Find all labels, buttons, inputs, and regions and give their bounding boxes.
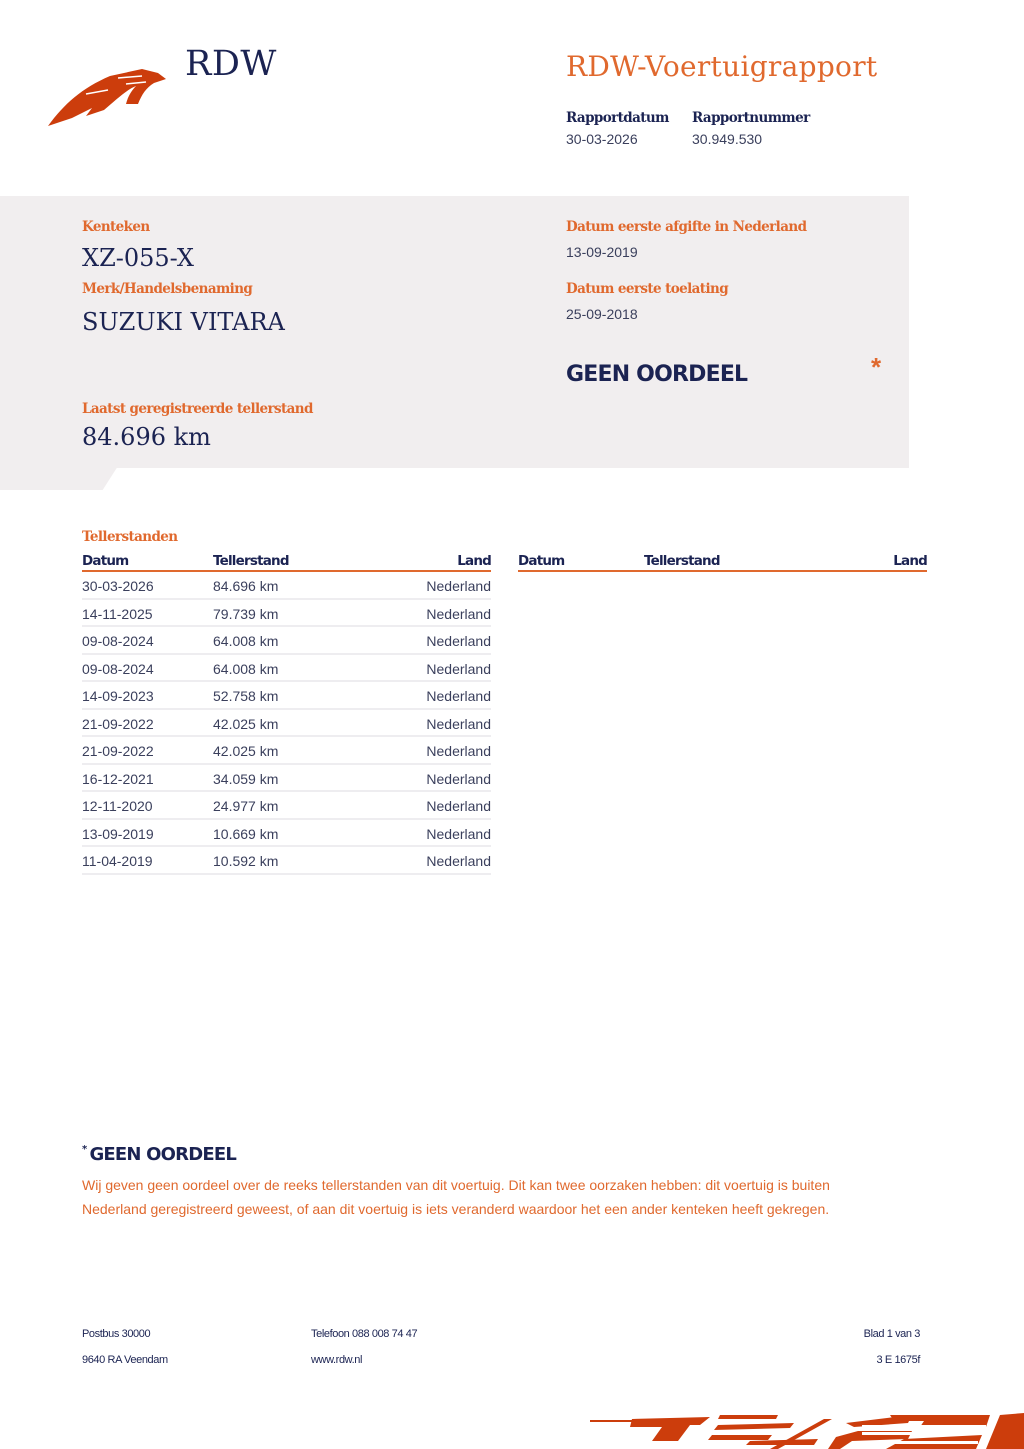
rdw-logo-icon: [46, 64, 168, 130]
cell-tellerstand: 79.739 km: [213, 605, 279, 622]
cell-tellerstand: 10.592 km: [213, 853, 279, 869]
meta-label: Rapportnummer: [692, 110, 810, 126]
cell-land: Nederland: [426, 578, 491, 594]
meta-rapportnummer: [692, 110, 810, 147]
table-row: [82, 710, 491, 738]
table-row: [82, 655, 491, 683]
tellerstanden-table-right: [518, 552, 927, 572]
cell-tellerstand: 64.008 km: [213, 660, 279, 677]
cell-land: Nederland: [426, 715, 491, 732]
table-header: [518, 552, 927, 572]
column-header-land: Land: [893, 553, 927, 569]
cell-datum: 13-09-2019: [82, 825, 154, 842]
cell-datum: 11-04-2019: [82, 853, 153, 869]
merk-label: Merk/Handelsbenaming: [82, 281, 253, 297]
toelating-value: 25-09-2018: [566, 306, 638, 322]
column-header-tellerstand: Tellerstand: [644, 553, 720, 569]
cell-datum: 09-08-2024: [82, 660, 154, 677]
cell-datum: 30-03-2026: [82, 578, 154, 594]
kenteken-label: Kenteken: [82, 219, 150, 235]
note-text: Wij geven geen oordeel over de reeks tellerstanden van dit voertuig. Dit kan twee oorzaken hebben: dit voertuig is buiten Nederland geregistreerd geweest, of aan dit voertuig is iets veranderd waardoor het een ander kenteken heeft gekregen.: [82, 1177, 830, 1217]
tellerstand-value: 84.696 km: [82, 423, 211, 451]
cell-tellerstand: 84.696 km: [213, 578, 279, 594]
table-row: [82, 820, 491, 848]
cell-tellerstand: 42.025 km: [213, 743, 279, 759]
afgifte-label: Datum eerste afgifte in Nederland: [566, 219, 807, 235]
cell-land: Nederland: [426, 605, 491, 622]
cell-tellerstand: 64.008 km: [213, 633, 279, 649]
cell-tellerstand: 10.669 km: [213, 825, 279, 842]
asterisk-icon: *: [871, 352, 882, 382]
footer-website-link[interactable]: www.rdw.nl: [311, 1354, 363, 1366]
cell-land: Nederland: [426, 770, 491, 787]
cell-datum: 21-09-2022: [82, 743, 154, 759]
cell-land: Nederland: [426, 633, 491, 649]
table-header: [82, 552, 491, 572]
meta-value: 30-03-2026: [566, 131, 638, 147]
merk-value: SUZUKI VITARA: [82, 308, 285, 336]
table-row: [82, 765, 491, 793]
toelating-label: Datum eerste toelating: [566, 281, 729, 297]
cell-land: Nederland: [426, 743, 491, 759]
meta-rapportdatum: [566, 110, 669, 147]
footer-code: 3 E 1675f: [876, 1354, 920, 1366]
afgifte-value: 13-09-2019: [566, 244, 638, 260]
meta-label: Rapportdatum: [566, 110, 669, 126]
column-header-datum: Datum: [518, 553, 565, 569]
cell-tellerstand: 34.059 km: [213, 770, 279, 787]
footer-page-number: Blad 1 van 3: [863, 1328, 920, 1340]
report-title: RDW-Voertuigrapport: [566, 50, 878, 83]
verdict-status: GEEN OORDEEL: [566, 362, 748, 387]
brand-name: RDW: [185, 44, 277, 84]
asterisk-icon: *: [82, 1144, 87, 1155]
cell-tellerstand: 24.977 km: [213, 798, 279, 814]
column-header-land: Land: [457, 553, 491, 569]
tellerstanden-title: Tellerstanden: [82, 529, 178, 545]
cell-land: Nederland: [426, 688, 491, 704]
table-row: [82, 600, 491, 628]
panel-tab-decoration: [0, 466, 118, 490]
cell-land: Nederland: [426, 798, 491, 814]
tellerstanden-table-left: [82, 552, 491, 875]
meta-value: 30.949.530: [692, 131, 763, 147]
table-row: [82, 737, 491, 765]
cell-datum: 16-12-2021: [82, 770, 154, 787]
cell-datum: 09-08-2024: [82, 633, 154, 649]
footer-phone: Telefoon 088 008 74 47: [311, 1328, 418, 1340]
decorative-stripes-icon: [590, 1405, 1024, 1449]
note-title-text: GEEN OORDEEL: [89, 1144, 237, 1165]
cell-land: Nederland: [426, 825, 491, 842]
kenteken-value: XZ-055-X: [82, 244, 195, 272]
tellerstand-label: Laatst geregistreerde tellerstand: [82, 401, 313, 417]
table-row: [82, 572, 491, 600]
table-row: [82, 847, 491, 875]
cell-land: Nederland: [426, 660, 491, 677]
footer-address-line2: 9640 RA Veendam: [82, 1354, 168, 1366]
cell-tellerstand: 52.758 km: [213, 688, 279, 704]
cell-datum: 12-11-2020: [82, 798, 153, 814]
cell-datum: 14-11-2025: [82, 605, 153, 622]
column-header-tellerstand: Tellerstand: [213, 553, 289, 569]
cell-datum: 21-09-2022: [82, 715, 154, 732]
footer-address-line1: Postbus 30000: [82, 1328, 151, 1340]
cell-datum: 14-09-2023: [82, 688, 154, 704]
note-title: [82, 1144, 236, 1165]
table-row: [82, 792, 491, 820]
table-row: [82, 627, 491, 655]
cell-land: Nederland: [426, 853, 491, 869]
table-row: [82, 682, 491, 710]
cell-tellerstand: 42.025 km: [213, 715, 279, 732]
column-header-datum: Datum: [82, 553, 129, 569]
